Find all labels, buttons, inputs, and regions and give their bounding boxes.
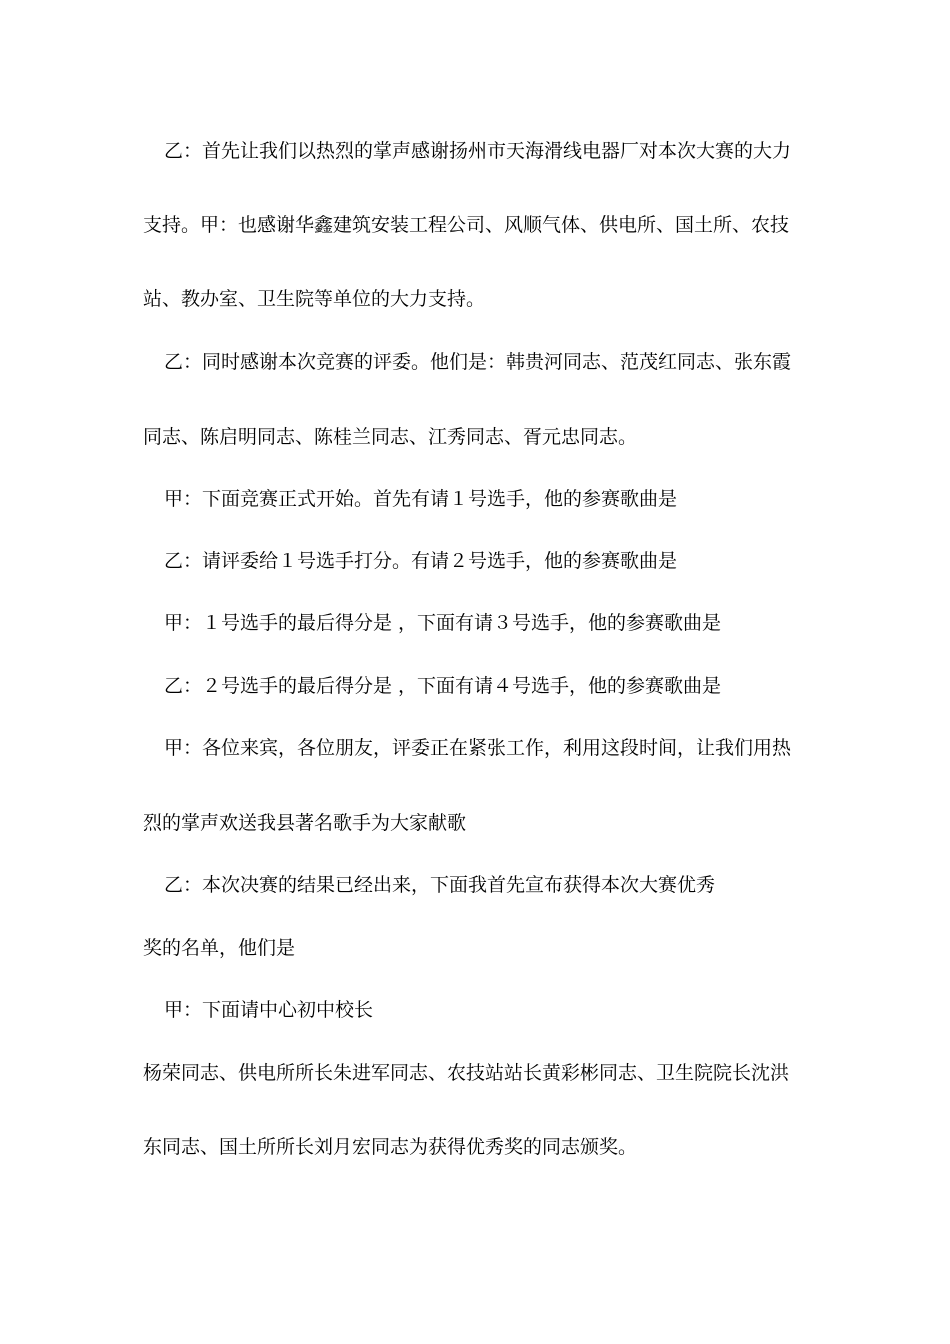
text-line-15: 杨荣同志、供电所所长朱进军同志、农技站站长黄彩彬同志、卫生院院长沈洪 — [143, 1062, 790, 1084]
text-line-6: 甲：下面竞赛正式开始。首先有请１号选手，他的参赛歌曲是 — [164, 488, 678, 510]
text-line-4: 乙：同时感谢本次竞赛的评委。他们是：韩贵河同志、范茂红同志、张东霞 — [164, 351, 792, 373]
text-line-1: 乙：首先让我们以热烈的掌声感谢扬州市天海滑线电器厂对本次大赛的大力 — [164, 140, 792, 162]
text-line-16: 东同志、国土所所长刘月宏同志为获得优秀奖的同志颁奖。 — [143, 1136, 638, 1158]
text-line-11: 烈的掌声欢送我县著名歌手为大家献歌 — [143, 812, 467, 834]
text-line-3: 站、教办室、卫生院等单位的大力支持。 — [143, 288, 486, 310]
text-line-10: 甲：各位来宾，各位朋友，评委正在紧张工作，利用这段时间，让我们用热 — [164, 737, 792, 759]
text-line-14: 甲：下面请中心初中校长 — [164, 999, 374, 1021]
text-line-2: 支持。甲：也感谢华鑫建筑安装工程公司、风顺气体、供电所、国土所、农技 — [143, 214, 790, 236]
text-line-7: 乙：请评委给１号选手打分。有请２号选手，他的参赛歌曲是 — [164, 550, 678, 572]
text-line-9: 乙：２号选手的最后得分是 ，下面有请４号选手，他的参赛歌曲是 — [164, 675, 722, 697]
text-line-5: 同志、陈启明同志、陈桂兰同志、江秀同志、胥元忠同志。 — [143, 426, 638, 448]
text-line-13: 奖的名单，他们是 — [143, 937, 296, 959]
text-line-12: 乙：本次决赛的结果已经出来，下面我首先宣布获得本次大赛优秀 — [164, 874, 716, 896]
text-line-8: 甲：１号选手的最后得分是 ，下面有请３号选手，他的参赛歌曲是 — [164, 612, 722, 634]
